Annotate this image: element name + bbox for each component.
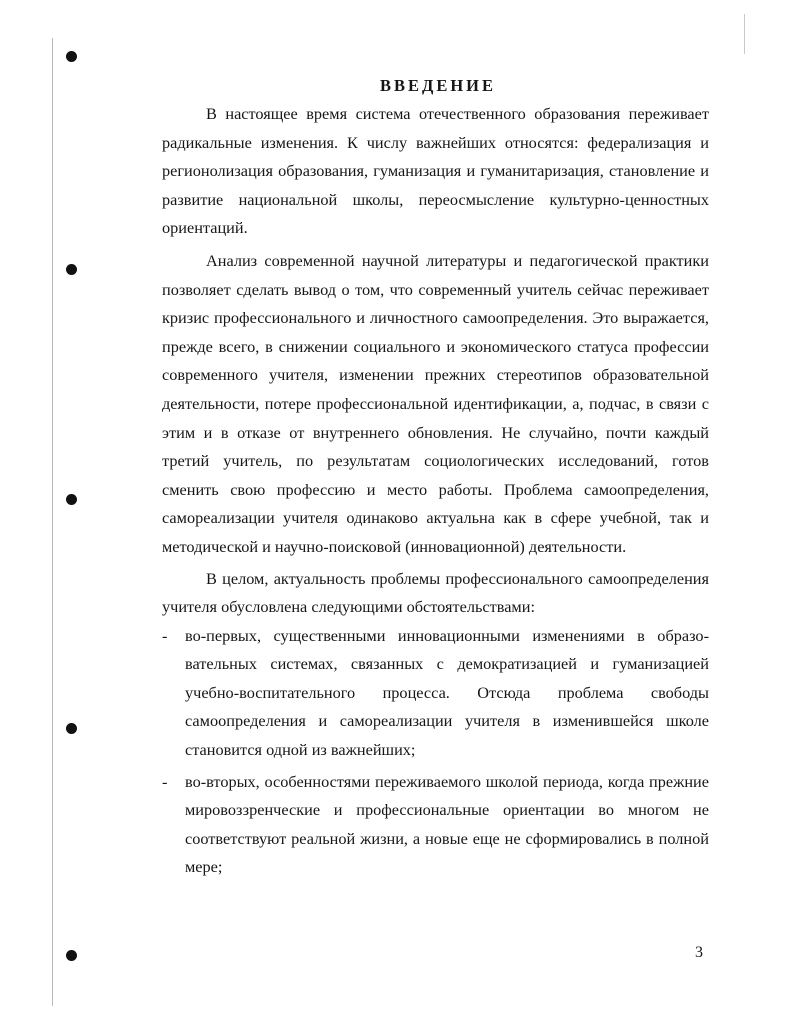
binding-edge-line: [52, 38, 53, 1006]
list-marker: -: [162, 625, 168, 645]
list-item: [162, 768, 709, 882]
punch-hole-icon: [66, 264, 77, 275]
punch-hole-icon: [66, 723, 77, 734]
page-number: 3: [695, 944, 703, 961]
punch-hole-icon: [66, 950, 77, 961]
page-body: [162, 72, 709, 882]
paragraph-first-line: [162, 565, 709, 622]
page-title: ВВЕДЕНИЕ: [379, 76, 497, 95]
paragraph-text: В целом, актуальность проблемы профессионального самоопределения учителя обусловлена следующими обстоятельствами:: [162, 568, 709, 617]
punch-hole-icon: [66, 494, 77, 505]
list-item: [162, 622, 709, 765]
paragraph: Анализ современной научной литературы и педагогической практики позволяет сделать вывод о том, что современный учитель сейчас переживает кризис профессионального и личностного самоопределения. Это выражается, прежде всего, в снижении социального и экономического статуса профессии современного учителя, изменении прежних стереотипов образовательной деятельности, потере профессиональной идентификации, а, подчас, в связи с этим и в отказе от внутреннего обновления. Не случайно, почти каждый третий учитель, по результатам социологических исследований, готов сменить свою профессию и место работы. Проблема самоопределения, самореализации учителя одинаково актуальна как в сфере учебной, так и методической и научно-поисковой (инновационной) деятельности.: [162, 250, 709, 556]
punch-hole-icon: [66, 51, 77, 62]
scan-edge-mark: [744, 14, 745, 54]
paragraph: В настоящее время система отечественного образования переживает радикальные изменения. К числу важнейших относятся: федерализация и регионолизация образования, гуманизация и гуманитаризация, становление и развитие национальной школы, переосмысление культурно-ценностных ориентаций.: [162, 104, 709, 238]
dash-list: [162, 622, 709, 882]
list-item-text: во-вторых, особенностями переживаемого школой периода, когда прежние мировоззренческие и профессиональные ориентации во многом не соответствуют реальной жизни, а новые еще не сформировались в полной мере;: [185, 771, 709, 877]
list-marker: -: [162, 771, 168, 791]
list-item-text: во-первых, существенными инновационными изменениями в образовательных системах, связанных с демократизацией и гуманизацией учебно-воспитательного процесса. Отсюда проблема свободы самоопределения и самореализации учителя в изменившейся школе становится одной из важнейших;: [185, 625, 709, 760]
